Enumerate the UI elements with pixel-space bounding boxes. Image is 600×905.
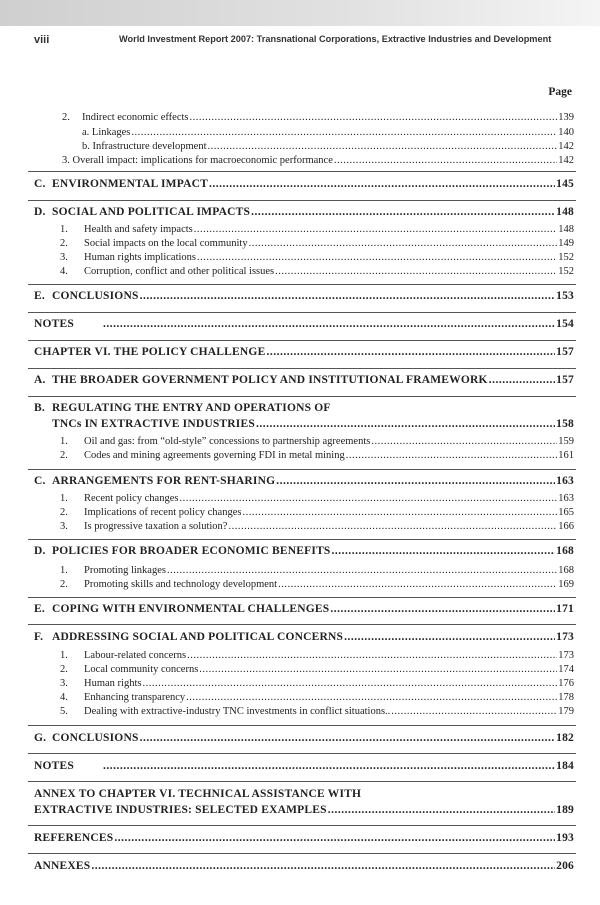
section-divider (28, 368, 576, 369)
header-band (0, 0, 600, 26)
entry-number: 4. (60, 692, 68, 703)
toc-section[interactable] (0, 760, 600, 776)
dot-leader (242, 507, 557, 518)
dot-leader (249, 238, 558, 249)
toc-section[interactable] (0, 545, 600, 561)
dot-leader (194, 224, 557, 235)
toc-section[interactable] (0, 832, 600, 848)
section-page: 173 (556, 631, 574, 643)
section-page: 163 (556, 475, 574, 487)
dot-leader (208, 141, 558, 152)
dot-leader (391, 706, 557, 717)
dot-leader (91, 860, 555, 872)
section-page: 189 (556, 804, 574, 816)
entry-number: 1. (60, 565, 68, 576)
dot-leader (256, 418, 555, 430)
dot-leader (186, 692, 557, 703)
toc-section[interactable] (0, 732, 600, 748)
entry-page: 149 (558, 238, 574, 249)
entry-number: 2. (60, 664, 68, 675)
section-title: REFERENCES (34, 832, 114, 844)
entry-title: 3. Overall impact: implications for macroeconomic performance (62, 155, 333, 166)
section-letter: F. (34, 631, 44, 643)
entry-number: 3. (60, 521, 68, 532)
section-divider (28, 284, 576, 285)
dot-leader (131, 127, 557, 138)
entry-number: 4. (60, 266, 68, 277)
entry-page: 166 (558, 521, 574, 532)
dot-leader (275, 266, 557, 277)
entry-title: Is progressive taxation a solution? (84, 521, 228, 532)
entry-page: 142 (558, 155, 574, 166)
dot-leader (228, 521, 557, 532)
dot-leader (251, 206, 555, 218)
dot-leader (103, 318, 555, 330)
section-letter: G. (34, 732, 47, 744)
dot-leader (103, 760, 555, 772)
entry-page: 165 (558, 507, 574, 518)
dot-leader (328, 804, 555, 816)
section-divider (28, 781, 576, 782)
entry-page: 139 (558, 112, 574, 123)
toc-section[interactable] (0, 631, 600, 647)
toc-entry[interactable] (0, 112, 600, 128)
toc-section[interactable] (0, 206, 600, 222)
running-page-number: viii (34, 34, 50, 46)
section-divider (28, 825, 576, 826)
entry-title: Health and safety impacts (84, 224, 193, 235)
entry-title: Enhancing transparency (84, 692, 186, 703)
toc-section[interactable] (0, 475, 600, 491)
section-divider (28, 597, 576, 598)
section-divider (28, 200, 576, 201)
section-letter: D. (34, 206, 46, 218)
section-title: ARRANGEMENTS FOR RENT-SHARING (52, 475, 276, 487)
section-divider (28, 624, 576, 625)
dot-leader (346, 450, 558, 461)
entry-page: 179 (558, 706, 574, 717)
entry-number: 2. (60, 238, 68, 249)
section-divider (28, 312, 576, 313)
entry-page: 152 (558, 266, 574, 277)
toc-section[interactable] (0, 804, 600, 820)
entry-title: Human rights implications (84, 252, 196, 263)
dot-leader (114, 832, 555, 844)
dot-leader (332, 545, 556, 557)
entry-title: b. Infrastructure development (82, 141, 207, 152)
entry-title: Promoting linkages (84, 565, 166, 576)
entry-number: 2. (62, 112, 70, 123)
toc-section[interactable] (0, 178, 600, 194)
dot-leader (330, 603, 555, 615)
toc-entry[interactable] (0, 706, 600, 722)
dot-leader (190, 112, 558, 123)
entry-number: 1. (60, 436, 68, 447)
section-letter: D. (34, 545, 46, 557)
section-letter: A. (34, 374, 46, 386)
section-title: ANNEXES (34, 860, 91, 872)
entry-page: 169 (558, 579, 574, 590)
dot-leader (197, 252, 557, 263)
section-divider (28, 725, 576, 726)
entry-number: 5. (60, 706, 68, 717)
section-title: CONCLUSIONS (52, 290, 139, 302)
entry-page: 148 (558, 224, 574, 235)
toc-section[interactable] (0, 318, 600, 334)
section-page: 154 (556, 318, 574, 330)
section-letter: E. (34, 290, 45, 302)
entry-title: Codes and mining agreements governing FDI in metal mining (84, 450, 345, 461)
entry-page: 142 (558, 141, 574, 152)
section-page: 158 (556, 418, 574, 430)
dot-leader (142, 678, 557, 689)
entry-number: 1. (60, 493, 68, 504)
running-title: World Investment Report 2007: Transnational Corporations, Extractive Industries and Development (119, 34, 552, 44)
entry-title: Oil and gas: from “old-style” concessions to partnership agreements (84, 436, 371, 447)
toc-section[interactable] (0, 290, 600, 306)
entry-title: Human rights (84, 678, 142, 689)
chapter-title: CHAPTER VI. THE POLICY CHALLENGE (34, 346, 266, 358)
page-column-label: Page (548, 86, 572, 98)
section-page: 193 (556, 832, 574, 844)
section-letter: C. (34, 475, 46, 487)
entry-page: 174 (558, 664, 574, 675)
section-letter: B. (34, 402, 45, 414)
entry-page: 168 (558, 565, 574, 576)
entry-title: Promoting skills and technology development (84, 579, 278, 590)
toc-entry[interactable] (0, 155, 600, 171)
entry-page: 173 (558, 650, 574, 661)
entry-title: Indirect economic effects (82, 112, 189, 123)
entry-number: 3. (60, 678, 68, 689)
section-title: ADDRESSING SOCIAL AND POLITICAL CONCERNS (52, 631, 344, 643)
section-divider (28, 340, 576, 341)
entry-title: Labour-related concerns (84, 650, 187, 661)
section-title: NOTES (34, 318, 74, 330)
dot-leader (276, 475, 555, 487)
section-title: SOCIAL AND POLITICAL IMPACTS (52, 206, 251, 218)
entry-page: 176 (558, 678, 574, 689)
dot-leader (489, 374, 555, 386)
dot-leader (199, 664, 557, 675)
section-title-line1: REGULATING THE ENTRY AND OPERATIONS OF (52, 402, 331, 414)
section-page: 182 (556, 732, 574, 744)
section-title: POLICIES FOR BROADER ECONOMIC BENEFITS (52, 545, 331, 557)
dot-leader (187, 650, 557, 661)
section-page: 184 (556, 760, 574, 772)
section-divider (28, 469, 576, 470)
entry-title: a. Linkages (82, 127, 131, 138)
dot-leader (179, 493, 557, 504)
section-page: 168 (556, 545, 574, 557)
section-page: 153 (556, 290, 574, 302)
dot-leader (344, 631, 555, 643)
entry-page: 163 (558, 493, 574, 504)
section-title: EXTRACTIVE INDUSTRIES: SELECTED EXAMPLES (34, 804, 327, 816)
entry-title: Social impacts on the local community (84, 238, 248, 249)
dot-leader (167, 565, 557, 576)
section-title: NOTES (34, 760, 74, 772)
annex-title-line1: ANNEX TO CHAPTER VI. TECHNICAL ASSISTANCE WITH (34, 788, 362, 800)
entry-page: 152 (558, 252, 574, 263)
section-divider (28, 539, 576, 540)
toc-section[interactable] (0, 860, 600, 876)
dot-leader (209, 178, 555, 190)
section-title: THE BROADER GOVERNMENT POLICY AND INSTITUTIONAL FRAMEWORK (52, 374, 488, 386)
entry-title: Local community concerns (84, 664, 199, 675)
section-page: 145 (556, 178, 574, 190)
toc-entry[interactable] (0, 521, 600, 537)
section-divider (28, 171, 576, 172)
toc-entry[interactable] (0, 579, 600, 595)
toc-section[interactable] (0, 418, 600, 434)
section-page: 157 (556, 374, 574, 386)
section-letter: C. (34, 178, 46, 190)
dot-leader (334, 155, 557, 166)
section-divider (28, 853, 576, 854)
section-title: ENVIRONMENTAL IMPACT (52, 178, 208, 190)
entry-number: 2. (60, 507, 68, 518)
entry-number: 3. (60, 252, 68, 263)
entry-title: Corruption, conflict and other political issues (84, 266, 275, 277)
section-divider (28, 396, 576, 397)
toc-section[interactable] (0, 374, 600, 390)
section-title: CONCLUSIONS (52, 732, 139, 744)
entry-page: 178 (558, 692, 574, 703)
section-page: 206 (556, 860, 574, 872)
toc-entry[interactable] (0, 266, 600, 282)
entry-number: 2. (60, 579, 68, 590)
section-letter: E. (34, 603, 45, 615)
entry-number: 1. (60, 224, 68, 235)
section-title: COPING WITH ENVIRONMENTAL CHALLENGES (52, 603, 330, 615)
entry-title: Dealing with extractive-industry TNC investments in conflict situations.. (84, 706, 391, 717)
entry-number: 2. (60, 450, 68, 461)
section-title: TNCs IN EXTRACTIVE INDUSTRIES (52, 418, 255, 430)
toc-section[interactable] (0, 603, 600, 619)
dot-leader (140, 732, 556, 744)
section-page: 148 (556, 206, 574, 218)
dot-leader (266, 346, 555, 358)
entry-page: 159 (558, 436, 574, 447)
entry-title: Implications of recent policy changes (84, 507, 242, 518)
chapter-page: 157 (556, 346, 574, 358)
dot-leader (278, 579, 557, 590)
entry-page: 161 (558, 450, 574, 461)
dot-leader (371, 436, 557, 447)
entry-number: 1. (60, 650, 68, 661)
entry-title: Recent policy changes (84, 493, 179, 504)
entry-page: 140 (558, 127, 574, 138)
toc-entry[interactable] (0, 450, 600, 466)
section-divider (28, 753, 576, 754)
dot-leader (140, 290, 556, 302)
section-page: 171 (556, 603, 574, 615)
toc-chapter[interactable] (0, 346, 600, 362)
